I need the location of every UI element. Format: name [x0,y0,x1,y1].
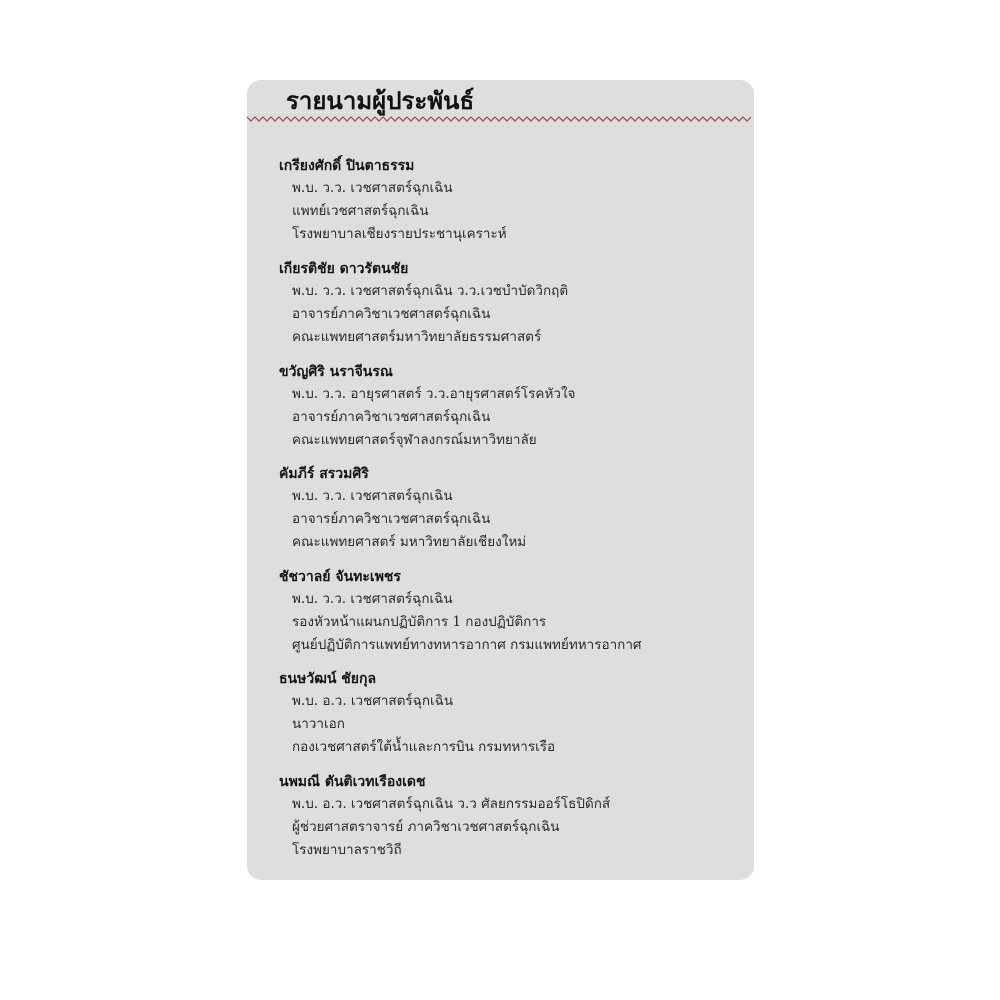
contributor-entry [279,771,610,862]
contributor-name: ขวัญศิริ นราจีนรณ [279,364,393,380]
contributor-credentials: พ.บ. ว.ว. เวชศาสตร์ฉุกเฉิน [292,591,453,607]
contributor-credentials: พ.บ. อ.ว. เวชศาสตร์ฉุกเฉิน [292,693,454,709]
contributor-affiliation: คณะแพทยศาสตร์จุฬาลงกรณ์มหาวิทยาลัย [292,432,537,448]
contributor-affiliation: ศูนย์ปฏิบัติการแพทย์ทางทหารอากาศ กรมแพทย์ทหารอากาศ [292,637,642,653]
contributor-affiliation: คณะแพทยศาสตร์ มหาวิทยาลัยเชียงใหม่ [292,534,527,550]
contributor-position: อาจารย์ภาควิชาเวชศาสตร์ฉุกเฉิน [292,306,491,322]
contributor-entry [279,155,507,246]
contributor-credentials: พ.บ. อ.ว. เวชศาสตร์ฉุกเฉิน ว.ว ศัลยกรรมออร์โธปิดิกส์ [292,796,611,812]
contributor-entry [279,258,568,349]
title-divider [247,115,754,123]
contributor-affiliation: โรงพยาบาลเชียงรายประชานุเคราะห์ [292,226,507,242]
contributor-affiliation: คณะแพทยศาสตร์มหาวิทยาลัยธรรมศาสตร์ [292,329,542,345]
contributor-name: ชัชวาลย์ จันทะเพชร [279,569,401,585]
contributor-name: นพมณี ตันติเวทเรืองเดช [279,774,426,790]
contributor-affiliation: โรงพยาบาลราชวิถี [292,842,402,858]
contributor-name: ธนษวัฒน์ ชัยกุล [279,671,377,687]
contributor-position: รองหัวหน้าแผนกปฏิบัติการ 1 กองปฏิบัติการ [292,614,547,630]
contributor-position: ผู้ช่วยศาสตราจารย์ ภาควิชาเวชศาสตร์ฉุกเฉิน [292,819,560,835]
contributor-name: เกียรติชัย ดาวรัตนชัย [279,261,409,277]
contributor-position: แพทย์เวชศาสตร์ฉุกเฉิน [292,203,429,219]
contributor-entry [279,668,555,759]
contributor-credentials: พ.บ. ว.ว. เวชศาสตร์ฉุกเฉิน [292,180,453,196]
page-title: รายนามผู้ประพันธ์ [286,87,475,115]
contributor-position: นาวาเอก [292,716,345,732]
contributor-name: คัมภีร์ สรวมศิริ [279,466,369,482]
contributor-position: อาจารย์ภาควิชาเวชศาสตร์ฉุกเฉิน [292,409,491,425]
contributor-credentials: พ.บ. ว.ว. เวชศาสตร์ฉุกเฉิน [292,488,453,504]
contributor-name: เกรียงศักดิ์ ปินตาธรรม [279,158,415,174]
contributor-entry [279,566,641,657]
contributor-credentials: พ.บ. ว.ว. เวชศาสตร์ฉุกเฉิน ว.ว.เวชบำบัดวิกฤติ [292,283,569,299]
contributor-credentials: พ.บ. ว.ว. อายุรศาสตร์ ว.ว.อายุรศาสตร์โรคหัวใจ [292,386,576,402]
contributor-entry [279,463,526,554]
contributor-entry [279,361,575,452]
zigzag-divider [247,115,754,123]
contributor-affiliation: กองเวชศาสตร์ใต้น้ำและการบิน กรมทหารเรือ [292,739,556,755]
contributor-position: อาจารย์ภาควิชาเวชศาสตร์ฉุกเฉิน [292,511,491,527]
